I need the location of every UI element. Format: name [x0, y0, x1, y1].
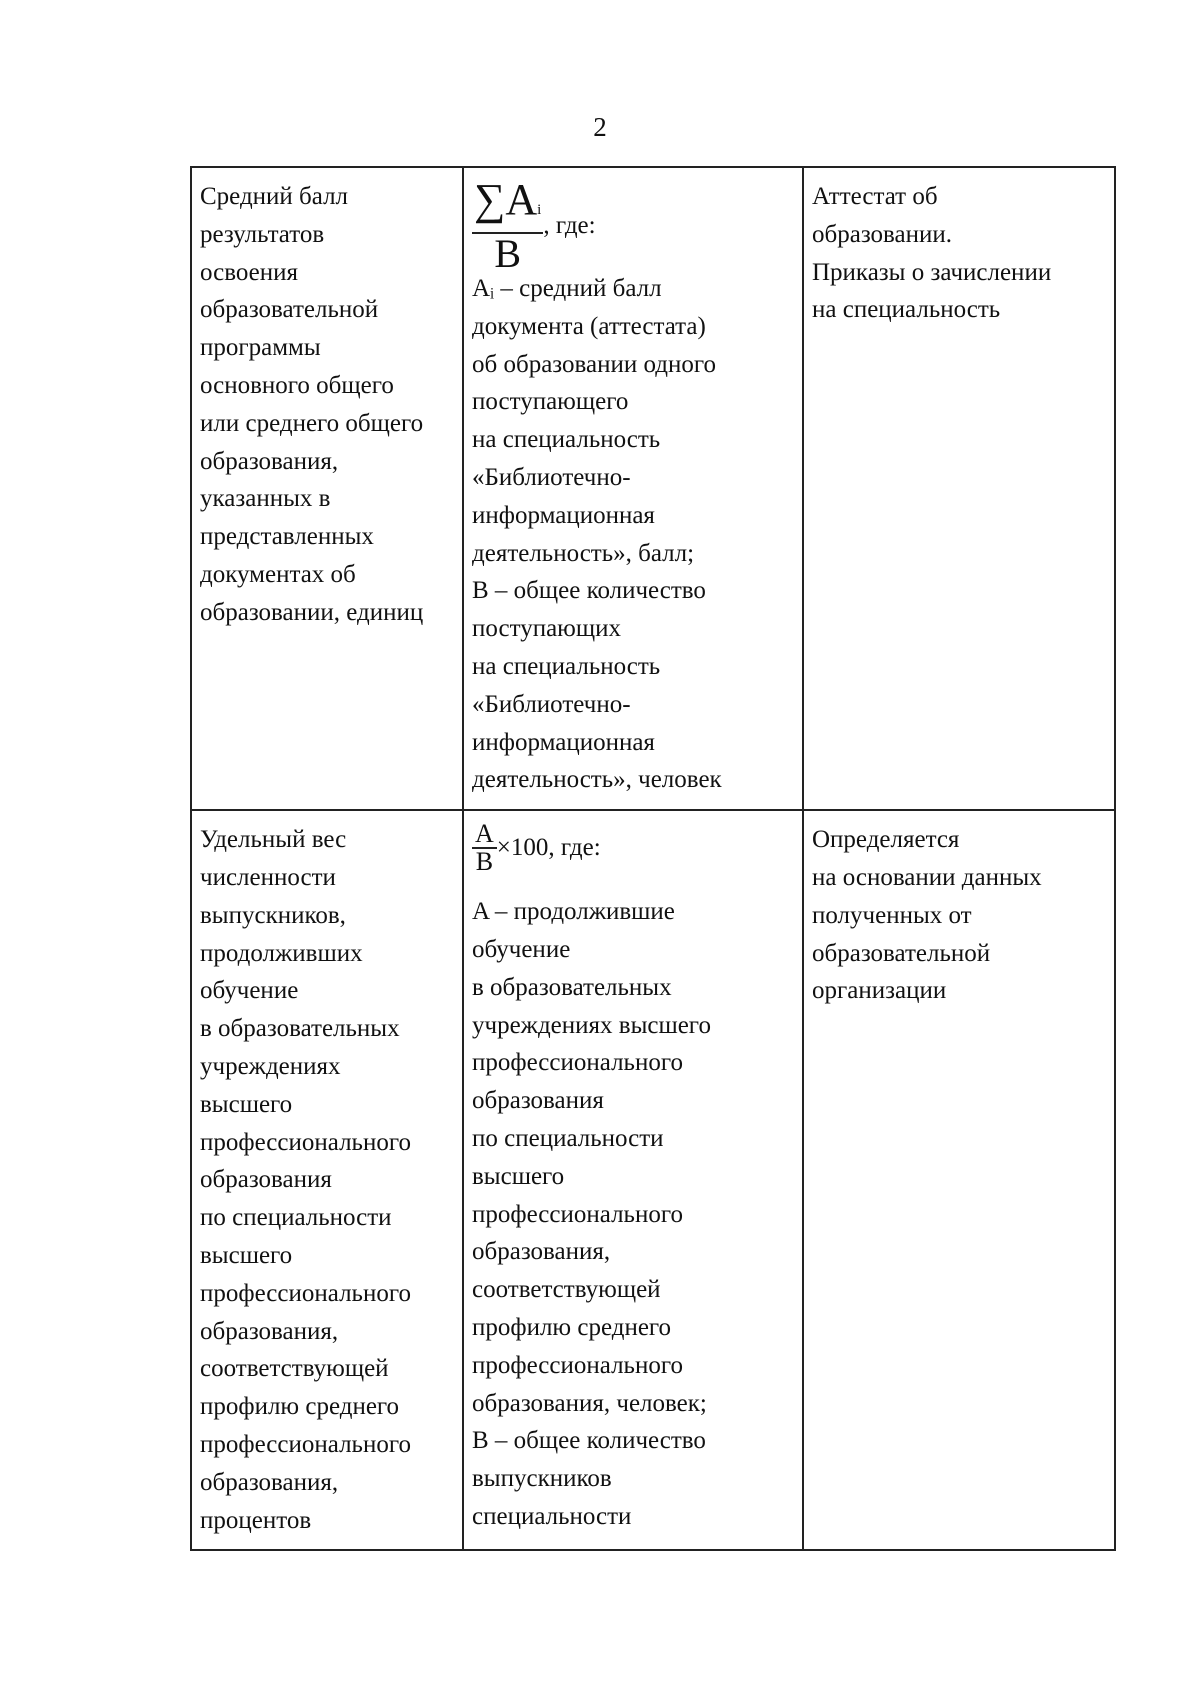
fraction: [472, 175, 543, 276]
text-line: документах об: [200, 560, 356, 588]
text-line: «Библиотечно-: [472, 463, 631, 491]
fraction-denominator: B: [494, 231, 521, 276]
formula-tail: , где:: [543, 212, 596, 240]
text-line: обучение: [200, 977, 299, 1005]
text-line: профилю среднего: [200, 1393, 400, 1421]
text-line: образования,: [472, 1238, 611, 1266]
text-line: Приказы о зачислении: [812, 258, 1052, 286]
text-line: образования: [200, 1166, 332, 1194]
text-line: образовании.: [812, 220, 953, 248]
text-line: профессионального: [200, 1128, 411, 1156]
text-line: на специальность: [812, 296, 1001, 324]
text-line: на специальность: [472, 652, 661, 680]
text-line: образования: [472, 1087, 604, 1115]
text-line: информационная: [472, 501, 655, 529]
text-line: организации: [812, 977, 947, 1005]
text-line: на основании данных: [812, 863, 1042, 891]
fraction: [472, 821, 497, 875]
formula-cell: [463, 810, 803, 1550]
text-line: численности: [200, 863, 336, 891]
text-line: образования,: [200, 447, 339, 475]
text-line: образования,: [200, 1468, 339, 1496]
text-line: Aᵢ – средний балл: [472, 275, 662, 302]
text-line: учреждениях высшего: [472, 1011, 711, 1039]
text-line: образования,: [200, 1317, 339, 1345]
text-line: высшего: [200, 1241, 293, 1269]
formula-explanation: [472, 893, 794, 1536]
text-line: об образовании одного: [472, 350, 716, 378]
text-line: поступающего: [472, 388, 629, 416]
indicator-name-cell: [191, 167, 463, 810]
fraction-denominator: B: [475, 847, 494, 877]
text-line: «Библиотечно-: [472, 690, 631, 718]
text-line: профессионального: [472, 1351, 683, 1379]
text-line: высшего: [472, 1162, 565, 1190]
text-line: образовательной: [812, 939, 991, 967]
text-line: выпускников: [472, 1465, 612, 1493]
formula-explanation: [472, 270, 794, 799]
text-line: указанных в: [200, 485, 331, 513]
text-line: процентов: [200, 1506, 312, 1534]
text-line: B – общее количество: [472, 1427, 706, 1455]
text-line: профилю среднего: [472, 1313, 672, 1341]
text-line: по специальности: [200, 1204, 392, 1232]
text-line: выпускников,: [200, 901, 346, 929]
text-line: или среднего общего: [200, 409, 424, 437]
text-line: Аттестат об: [812, 183, 938, 210]
formula-average-score: [472, 175, 794, 276]
text-line: образовании, единиц: [200, 598, 424, 626]
table-row: [191, 167, 1115, 810]
text-line: по специальности: [472, 1124, 664, 1152]
formula-tail: ×100, где:: [496, 834, 601, 862]
source-cell: [803, 167, 1115, 810]
text-line: информационная: [472, 728, 655, 756]
text-line: в образовательных: [200, 1015, 400, 1043]
text-line: B – общее количество: [472, 577, 706, 605]
indicator-name-cell: [191, 810, 463, 1550]
text-line: A – продолжившие: [472, 898, 675, 926]
text-line: полученных от: [812, 901, 972, 929]
text-line: продолживших: [200, 939, 363, 967]
text-line: результатов: [200, 220, 325, 248]
text-line: специальности: [472, 1502, 632, 1530]
text-line: соответствующей: [200, 1355, 389, 1383]
table-row: [191, 810, 1115, 1550]
text-line: профессионального: [200, 1279, 411, 1307]
text-line: представленных: [200, 523, 374, 551]
text-line: учреждениях: [200, 1052, 341, 1080]
text-line: программы: [200, 334, 321, 362]
page-number: 2: [593, 112, 607, 142]
text-line: на специальность: [472, 426, 661, 454]
text-line: образования, человек;: [472, 1389, 707, 1417]
text-line: основного общего: [200, 371, 394, 399]
text-line: Определяется: [812, 826, 960, 854]
fraction-numerator: ∑Ai: [472, 178, 543, 234]
text-line: соответствующей: [472, 1276, 661, 1304]
text-line: деятельность», балл;: [472, 539, 695, 567]
indicators-table: [190, 166, 1116, 1551]
text-line: деятельность», человек: [472, 766, 722, 794]
text-line: Удельный вес: [200, 826, 347, 854]
text-line: высшего: [200, 1090, 293, 1118]
formula-cell: [463, 167, 803, 810]
formula-share-graduates: [472, 821, 794, 893]
text-line: Средний балл: [200, 183, 349, 210]
text-line: документа (аттестата): [472, 312, 706, 340]
text-line: обучение: [472, 935, 571, 963]
source-cell: [803, 810, 1115, 1550]
text-line: образовательной: [200, 296, 379, 324]
text-line: профессионального: [472, 1200, 683, 1228]
text-line: поступающих: [472, 615, 621, 643]
text-line: освоения: [200, 258, 299, 286]
fraction-numerator: A: [472, 821, 497, 849]
text-line: профессионального: [472, 1049, 683, 1077]
text-line: в образовательных: [472, 973, 672, 1001]
text-line: профессионального: [200, 1430, 411, 1458]
